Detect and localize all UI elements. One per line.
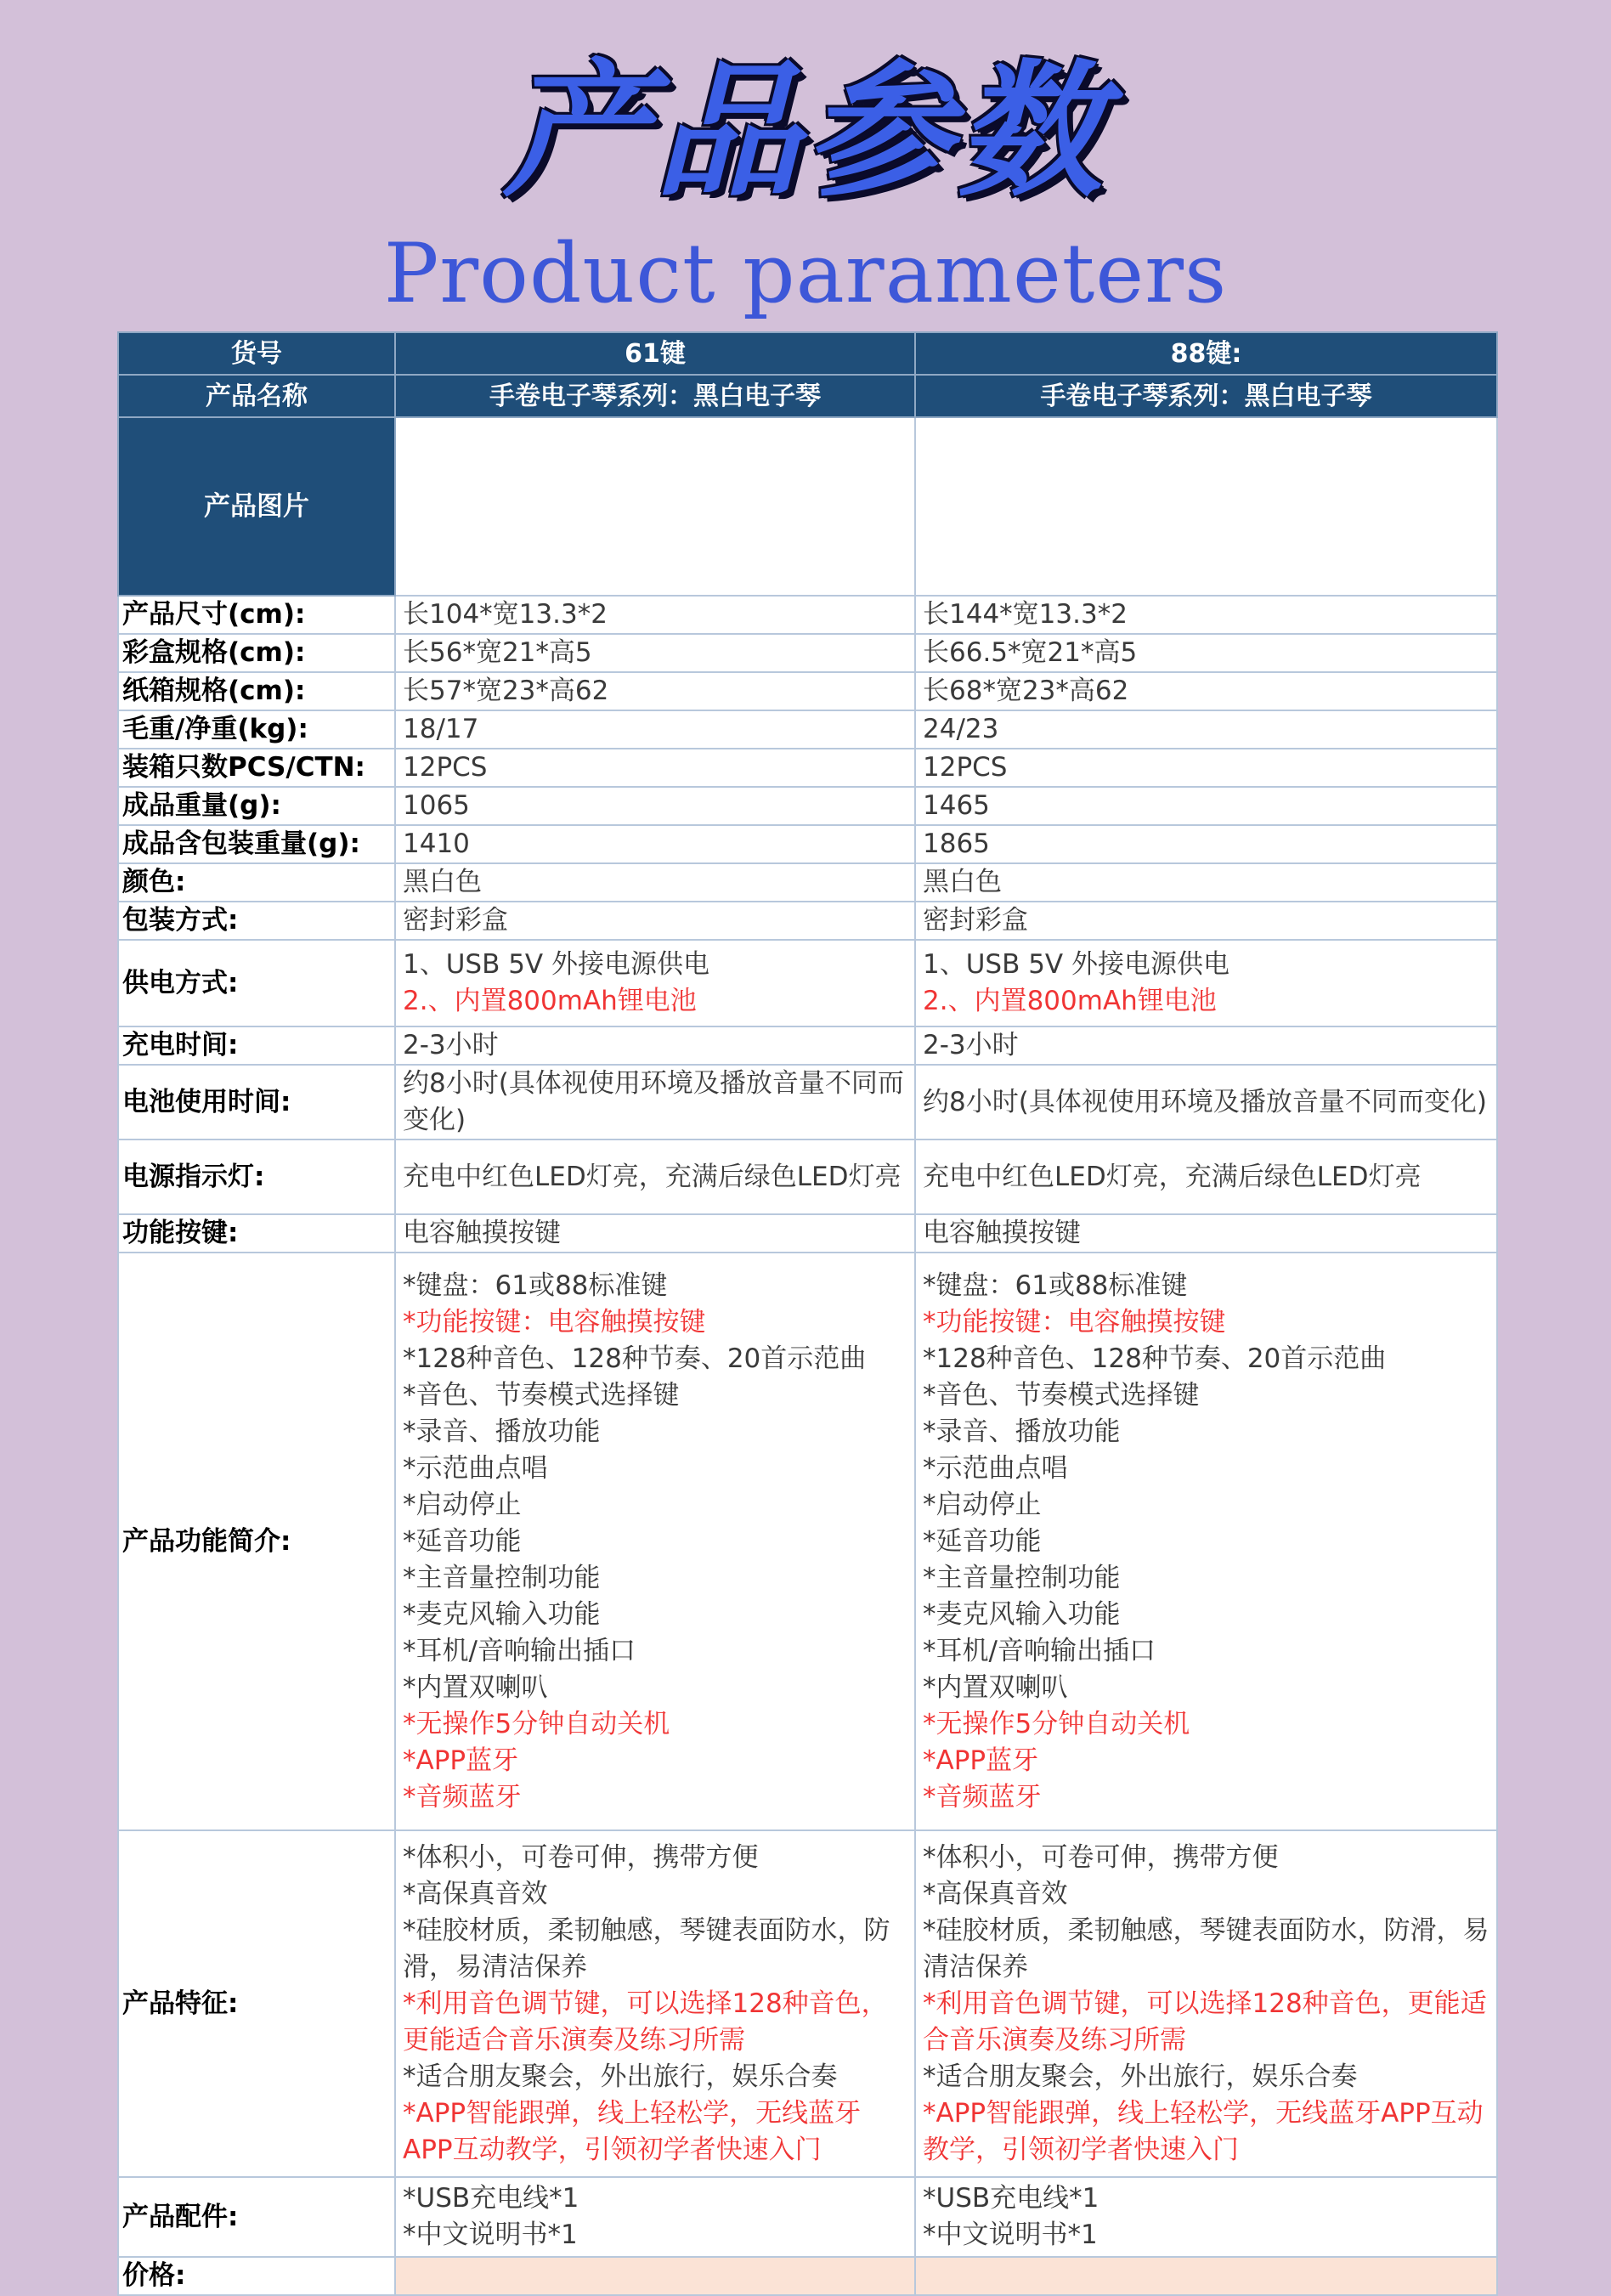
- spec-row: [118, 596, 1497, 634]
- parameter-table: [117, 331, 1498, 2296]
- spec-value-88: 1865: [915, 825, 1497, 863]
- list-item: *示范曲点唱: [923, 1452, 1068, 1484]
- spec-value-61: 黑白色: [395, 863, 915, 902]
- list-item: *APP智能跟弹，线上轻松学，无线蓝牙APP互动教学，引领初学者快速入门: [923, 2097, 1484, 2165]
- list-item: *音频蓝牙: [923, 1781, 1042, 1812]
- list-item: *利用音色调节键，可以选择128种音色，更能适合音乐演奏及练习所需: [403, 1988, 888, 2056]
- spec-row: [118, 863, 1497, 902]
- power-value-61: [395, 940, 915, 1026]
- spec-value-88: 长144*宽13.3*2: [915, 596, 1497, 634]
- list-item: *录音、播放功能: [923, 1416, 1121, 1447]
- spec-label: 纸箱规格(cm):: [118, 672, 395, 710]
- list-item: *高保真音效: [923, 1878, 1068, 1909]
- name-col-61: 手卷电子琴系列：黑白电子琴: [395, 375, 915, 417]
- features-label: 产品特征:: [118, 1830, 395, 2177]
- charge-row: [118, 1026, 1497, 1065]
- accessories-row: [118, 2177, 1497, 2257]
- buttons-value-88: 电容触摸按键: [915, 1214, 1497, 1253]
- list-item: *适合朋友聚会，外出旅行，娱乐合奏: [923, 2061, 1358, 2092]
- product-image-61: [395, 417, 915, 596]
- list-item: *功能按键：电容触摸按键: [923, 1306, 1226, 1337]
- list-item: *体积小，可卷可伸，携带方便: [403, 1841, 759, 1873]
- header-row: [118, 332, 1497, 375]
- spec-value-88: 黑白色: [915, 863, 1497, 902]
- spec-label: 装箱只数PCS/CTN:: [118, 749, 395, 787]
- charge-label: 充电时间:: [118, 1026, 395, 1065]
- list-item: *中文说明书*1: [923, 2220, 1098, 2250]
- power-value-88: [915, 940, 1497, 1026]
- spec-row: [118, 710, 1497, 749]
- spec-value-88: 12PCS: [915, 749, 1497, 787]
- name-label: 产品名称: [118, 375, 395, 417]
- list-item: *耳机/音响输出插口: [923, 1635, 1156, 1666]
- features-list-88: [915, 1830, 1497, 2177]
- spec-row: [118, 787, 1497, 825]
- list-item: *麦克风输入功能: [403, 1598, 601, 1630]
- power-line: 2.、内置800mAh锂电池: [403, 986, 697, 1016]
- battery-value-61: 约8小时(具体视使用环境及播放音量不同而变化): [395, 1065, 915, 1140]
- list-item: *APP蓝牙: [923, 1745, 1039, 1776]
- spec-value-61: 1410: [395, 825, 915, 863]
- list-item: *硅胶材质，柔韧触感，琴键表面防水，防滑，易清洁保养: [403, 1914, 890, 1982]
- list-item: *无操作5分钟自动关机: [923, 1708, 1190, 1739]
- battery-value-88: 约8小时(具体视使用环境及播放音量不同而变化): [915, 1065, 1497, 1140]
- spec-value-88: 1465: [915, 787, 1497, 825]
- header-col-88: 88键:: [915, 332, 1497, 375]
- spec-value-61: 12PCS: [395, 749, 915, 787]
- spec-value-61: 长56*宽21*高5: [395, 634, 915, 672]
- list-item: *延音功能: [923, 1525, 1042, 1557]
- spec-label: 毛重/净重(kg):: [118, 710, 395, 749]
- list-item: *USB充电线*1: [403, 2183, 579, 2214]
- charge-value-61: 2-3小时: [395, 1026, 915, 1065]
- power-label: 供电方式:: [118, 940, 395, 1026]
- features-list-61: [395, 1830, 915, 2177]
- power-line: 1、USB 5V 外接电源供电: [923, 949, 1229, 980]
- page-title-en: Product parameters: [383, 226, 1228, 321]
- features-row: [118, 1830, 1497, 2177]
- price-label: 价格:: [118, 2257, 395, 2295]
- indicator-label: 电源指示灯:: [118, 1140, 395, 1214]
- list-item: *音色、节奏模式选择键: [403, 1379, 680, 1411]
- list-item: *USB充电线*1: [923, 2183, 1099, 2214]
- header-col-61: 61键: [395, 332, 915, 375]
- spec-value-88: 长66.5*宽21*高5: [915, 634, 1497, 672]
- list-item: *硅胶材质，柔韧触感，琴键表面防水，防滑，易清洁保养: [923, 1914, 1489, 1982]
- list-item: *主音量控制功能: [403, 1562, 601, 1593]
- list-item: *利用音色调节键，可以选择128种音色，更能适合音乐演奏及练习所需: [923, 1988, 1487, 2056]
- power-line: 2.、内置800mAh锂电池: [923, 986, 1217, 1016]
- list-item: *延音功能: [403, 1525, 522, 1557]
- spec-row: [118, 634, 1497, 672]
- charge-value-88: 2-3小时: [915, 1026, 1497, 1065]
- spec-label: 成品重量(g):: [118, 787, 395, 825]
- spec-row: [118, 672, 1497, 710]
- spec-label: 成品含包装重量(g):: [118, 825, 395, 863]
- header-label: 货号: [118, 332, 395, 375]
- list-item: *适合朋友聚会，外出旅行，娱乐合奏: [403, 2061, 838, 2092]
- spec-label: 产品尺寸(cm):: [118, 596, 395, 634]
- list-item: *音色、节奏模式选择键: [923, 1379, 1200, 1411]
- power-row: [118, 940, 1497, 1026]
- indicator-value-88: 充电中红色LED灯亮，充满后绿色LED灯亮: [915, 1140, 1497, 1214]
- list-item: *示范曲点唱: [403, 1452, 548, 1484]
- buttons-label: 功能按键:: [118, 1214, 395, 1253]
- spec-value-88: 密封彩盒: [915, 902, 1497, 940]
- list-item: *录音、播放功能: [403, 1416, 601, 1447]
- functions-list-88: [915, 1253, 1497, 1830]
- list-item: *中文说明书*1: [403, 2220, 578, 2250]
- list-item: *启动停止: [923, 1489, 1042, 1520]
- spec-label: 包装方式:: [118, 902, 395, 940]
- spec-value-61: 18/17: [395, 710, 915, 749]
- list-item: *麦克风输入功能: [923, 1598, 1121, 1630]
- parameter-sheet: [117, 331, 1496, 2296]
- buttons-value-61: 电容触摸按键: [395, 1214, 915, 1253]
- list-item: *无操作5分钟自动关机: [403, 1708, 670, 1739]
- price-value-88: [915, 2257, 1497, 2295]
- name-row: [118, 375, 1497, 417]
- list-item: *键盘：61或88标准键: [923, 1270, 1188, 1301]
- image-row: [118, 417, 1497, 596]
- list-item: *键盘：61或88标准键: [403, 1270, 668, 1301]
- battery-label: 电池使用时间:: [118, 1065, 395, 1140]
- functions-label: 产品功能简介:: [118, 1253, 395, 1830]
- spec-label: 彩盒规格(cm):: [118, 634, 395, 672]
- power-line: 1、USB 5V 外接电源供电: [403, 949, 709, 980]
- spec-value-61: 长104*宽13.3*2: [395, 596, 915, 634]
- indicator-value-61: 充电中红色LED灯亮，充满后绿色LED灯亮: [395, 1140, 915, 1214]
- spec-value-88: 长68*宽23*高62: [915, 672, 1497, 710]
- spec-row: [118, 902, 1497, 940]
- name-col-88: 手卷电子琴系列：黑白电子琴: [915, 375, 1497, 417]
- image-label: 产品图片: [118, 417, 395, 596]
- product-image-88: [915, 417, 1497, 596]
- spec-label: 颜色:: [118, 863, 395, 902]
- list-item: *内置双喇叭: [403, 1671, 548, 1703]
- buttons-row: [118, 1214, 1497, 1253]
- accessories-label: 产品配件:: [118, 2177, 395, 2257]
- list-item: *APP蓝牙: [403, 1745, 519, 1776]
- list-item: *128种音色、128种节奏、20首示范曲: [403, 1343, 867, 1374]
- list-item: *主音量控制功能: [923, 1562, 1121, 1593]
- list-item: *高保真音效: [403, 1878, 548, 1909]
- list-item: *128种音色、128种节奏、20首示范曲: [923, 1343, 1387, 1374]
- list-item: *APP智能跟弹，线上轻松学，无线蓝牙APP互动教学，引领初学者快速入门: [403, 2097, 862, 2165]
- indicator-row: [118, 1140, 1497, 1214]
- list-item: *体积小，可卷可伸，携带方便: [923, 1841, 1279, 1873]
- list-item: *启动停止: [403, 1489, 522, 1520]
- list-item: *内置双喇叭: [923, 1671, 1068, 1703]
- spec-value-88: 24/23: [915, 710, 1497, 749]
- functions-list-61: [395, 1253, 915, 1830]
- price-value-61: [395, 2257, 915, 2295]
- functions-row: [118, 1253, 1497, 1830]
- spec-value-61: 长57*宽23*高62: [395, 672, 915, 710]
- spec-value-61: 密封彩盒: [395, 902, 915, 940]
- list-item: *耳机/音响输出插口: [403, 1635, 636, 1666]
- spec-row: [118, 749, 1497, 787]
- accessories-list-61: [395, 2177, 915, 2257]
- spec-value-61: 1065: [395, 787, 915, 825]
- accessories-list-88: [915, 2177, 1497, 2257]
- list-item: *音频蓝牙: [403, 1781, 522, 1812]
- list-item: *功能按键：电容触摸按键: [403, 1306, 706, 1337]
- page-title-cn: 产品参数: [503, 46, 1108, 217]
- battery-row: [118, 1065, 1497, 1140]
- spec-row: [118, 825, 1497, 863]
- price-row: [118, 2257, 1497, 2295]
